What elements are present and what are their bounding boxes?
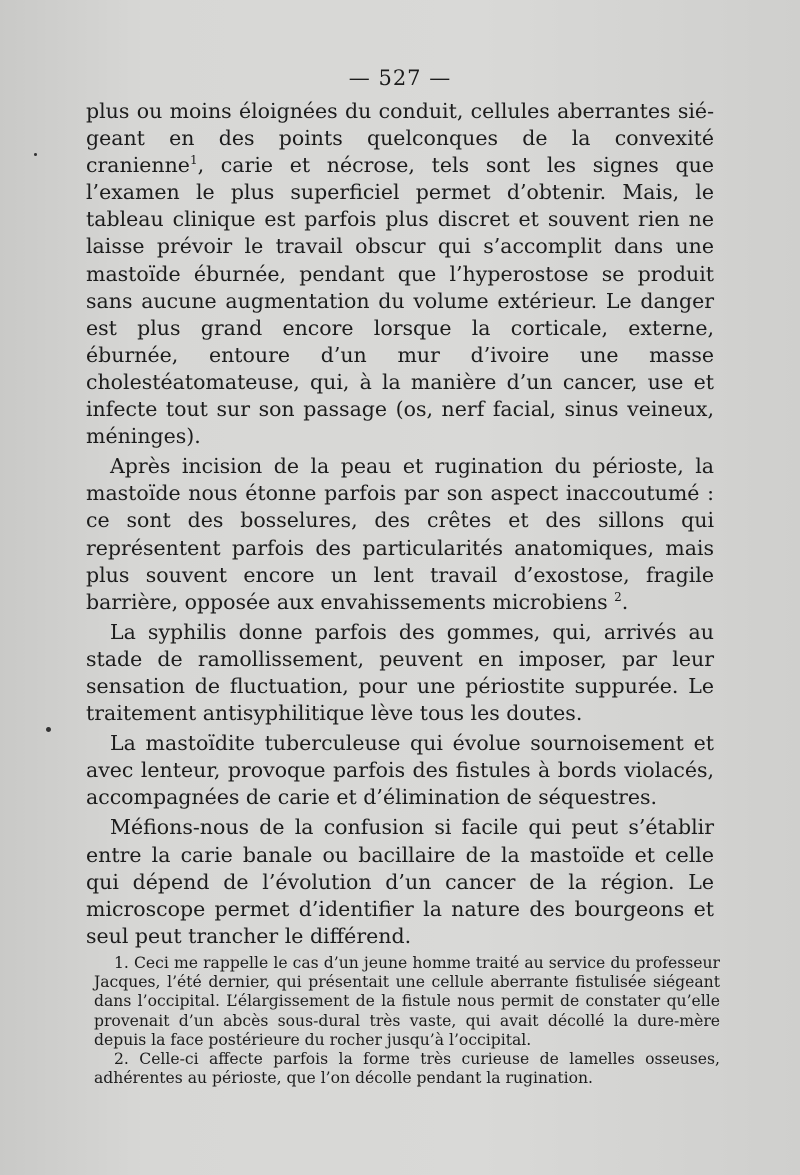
paragraph-2 xyxy=(86,453,714,616)
footnote-1: 1. Ceci me rappelle le cas d’un jeune homme traité au service du professeur Jacques, l’été dernier, qui présentait une cellule aberrante fistulisée siégeant dans l’occipital. L’élargissement de la fistule nous permit de constater qu’elle provenait d’un abcès sous-dural très vaste, qui avait décollé la dure-mère depuis la face postérieure du rocher jusqu’à l’occipital. xyxy=(94,954,720,1049)
footnotes xyxy=(94,954,720,1088)
paragraph-1 xyxy=(86,98,714,450)
paragraph-3: La syphilis donne parfois des gommes, qui, arrivés au stade de ramollissement, peuvent en imposer, par leur sensation de fluctuation, pour une périostite suppurée. Le traitement antisyphilitique lève tous les doutes. xyxy=(86,619,714,726)
page-number: — 527 — xyxy=(348,66,452,90)
paragraph-1-start: plus ou moins éloignées du conduit, cellules aberrantes siégeant en des points quelconques de la convexité cranienne xyxy=(86,99,714,178)
paragraph-4: La mastoïdite tuberculeuse qui évolue sournoisement et avec lenteur, provoque parfois des fistules à bords violacés, accompagnées de carie et d’élimination de séquestres. xyxy=(86,731,714,810)
footnote-ref-1[interactable]: 1 xyxy=(189,153,198,168)
margin-speck xyxy=(34,153,37,156)
margin-speck xyxy=(46,727,51,732)
paragraph-2-end: . xyxy=(621,589,629,614)
main-text xyxy=(86,98,714,950)
footnote-2: 2. Celle-ci affecte parfois la forme très curieuse de lamelles osseuses, adhérentes au périoste, que l’on décolle pendant la rugination. xyxy=(94,1050,720,1088)
paragraph-2-text: Après incision de la peau et rugination du périoste, la mastoïde nous étonne parfois par son aspect inaccoutumé : ce sont des bosselures, des crêtes et des sillons qui représentent parfois des particularités anatomiques, mais plus souvent encore un lent travail d’exostose, fragile barrière, opposée aux envahissements microbiens xyxy=(86,454,714,614)
paragraph-1-end: , carie et nécrose, tels sont les signes que l’examen le plus superficiel permet d’obtenir. Mais, le tableau clinique est parfois plus discret et souvent rien ne laisse prévoir le travail obscur qui s’accomplit dans une mastoïde éburnée, pendant que l’hyperostose se produit sans aucune augmentation du volume extérieur. Le danger est plus grand encore lorsque la corticale, externe, éburnée, entoure d’un mur d’ivoire une masse cholestéatomateuse, qui, à la manière d’un cancer, use et infecte tout sur son passage (os, nerf facial, sinus veineux, méninges). xyxy=(86,153,714,449)
footnote-ref-2[interactable]: 2 xyxy=(614,589,622,604)
paragraph-5: Méfions-nous de la confusion si facile qui peut s’établir entre la carie banale ou bacillaire de la mastoïde et celle qui dépend de l’évolution d’un cancer de la région. Le microscope permet d’identifier la nature des bourgeons et seul peut trancher le différend. xyxy=(86,815,714,948)
